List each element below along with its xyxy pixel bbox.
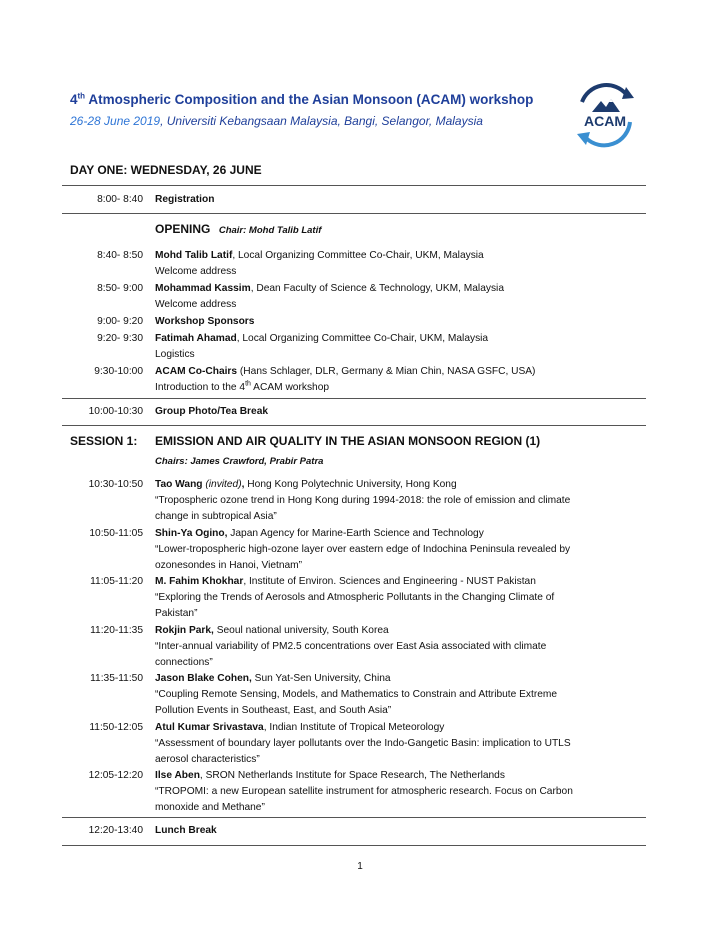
session-chairs: Chairs: James Crawford, Prabir Patra — [155, 456, 324, 467]
day-heading: DAY ONE: WEDNESDAY, 26 JUNE — [70, 163, 262, 177]
invited-tag: (invited) — [202, 479, 242, 490]
talk-title: Pollution Events in Southeast, East, and South Asia” — [155, 705, 392, 717]
workshop-venue: , Universiti Kebangsaan Malaysia, Bangi, Selangor, Malaysia — [160, 114, 483, 128]
page-number: 1 — [357, 861, 363, 872]
logo-text: ACAM — [584, 113, 626, 129]
workshop-dates: 26-28 June 2019 — [70, 114, 161, 128]
row-time: 12:20-13:40 — [88, 825, 143, 836]
row-time: 8:00- 8:40 — [97, 194, 143, 205]
divider — [62, 398, 646, 399]
row-label: Registration — [155, 194, 215, 205]
row-time: 12:05-12:20 — [88, 770, 143, 781]
talk-title: ozonesondes in Hanoi, Vietnam” — [155, 560, 303, 572]
divider — [62, 213, 646, 214]
speaker-affiliation: (Hans Schlager, DLR, Germany & Mian Chin, NASA GSFC, USA) — [237, 366, 536, 377]
row-time: 11:20-11:35 — [90, 625, 143, 636]
session-title: EMISSION AND AIR QUALITY IN THE ASIAN MONSOON REGION (1) — [155, 434, 541, 448]
talk-title: “Coupling Remote Sensing, Models, and Mathematics to Constrain and Attribute Extreme — [155, 689, 558, 701]
row-time: 9:30-10:00 — [94, 366, 143, 377]
talk-description: Logistics — [155, 349, 195, 361]
speaker-affiliation: , Dean Faculty of Science & Technology, UKM, Malaysia — [250, 283, 504, 294]
row-label: Lunch Break — [155, 825, 217, 836]
opening-chair: Chair: Mohd Talib Latif — [218, 225, 322, 236]
speaker-name: Atul Kumar Srivastava — [155, 722, 264, 733]
speaker-affiliation: Hong Kong Polytechnic University, Hong Kong — [244, 479, 457, 490]
talk-title: monoxide and Methane” — [155, 802, 265, 814]
row-time: 10:30-10:50 — [88, 479, 143, 490]
speaker-name: Tao Wang — [155, 479, 203, 490]
talk-title: change in subtropical Asia” — [155, 511, 277, 523]
speaker-affiliation: Sun Yat-Sen University, China — [251, 673, 391, 684]
talk-title: “Assessment of boundary layer pollutants over the Indo-Gangetic Basin: implication to UTLS — [155, 738, 571, 750]
speaker-name: Mohd Talib Latif — [155, 250, 233, 261]
speaker-name: Workshop Sponsors — [155, 316, 255, 327]
speaker-affiliation: , Institute of Environ. Sciences and Engineering - NUST Pakistan — [243, 576, 536, 587]
divider — [62, 185, 646, 186]
speaker-affiliation: Japan Agency for Marine-Earth Science and Technology — [227, 528, 484, 539]
speaker-affiliation: , Local Organizing Committee Co-Chair, UKM, Malaysia — [232, 250, 484, 261]
acam-logo — [570, 82, 640, 148]
row-time: 11:50-12:05 — [89, 722, 143, 733]
row-time: 10:50-11:05 — [89, 528, 143, 539]
speaker-name: M. Fahim Khokhar — [155, 576, 244, 587]
row-time: 10:00-10:30 — [88, 406, 143, 417]
row-time: 8:40- 8:50 — [97, 250, 143, 261]
talk-title: aerosol characteristics” — [155, 754, 260, 766]
row-time: 9:20- 9:30 — [97, 333, 143, 344]
speaker-name: Shin-Ya Ogino, — [155, 528, 228, 539]
speaker-name: Rokjin Park, — [155, 625, 214, 636]
speaker-name: Ilse Aben — [155, 770, 200, 781]
talk-title: “Tropospheric ozone trend in Hong Kong during 1994-2018: the role of emission and climate — [155, 495, 571, 507]
speaker-affiliation: , Local Organizing Committee Co-Chair, UKM, Malaysia — [236, 333, 489, 344]
workshop-date-venue — [70, 114, 483, 128]
speaker-name: Fatimah Ahamad — [155, 333, 237, 344]
speaker-affiliation: Seoul national university, South Korea — [213, 625, 389, 636]
talk-title: Pakistan” — [155, 608, 198, 620]
logo-mountain-snow — [609, 99, 613, 102]
row-label: Group Photo/Tea Break — [155, 406, 269, 417]
divider — [62, 817, 646, 818]
talk-title: “Lower-tropospheric high-ozone layer over eastern edge of Indochina Peninsula revealed by — [155, 544, 571, 556]
row-time: 11:05-11:20 — [90, 576, 143, 587]
row-time: 9:00- 9:20 — [97, 316, 143, 327]
divider — [62, 845, 646, 846]
divider — [62, 425, 646, 426]
talk-title: “Exploring the Trends of Aerosols and Atmospheric Pollutants in the Changing Climate of — [155, 592, 555, 604]
talk-description: Introduction to the 4th ACAM workshop — [155, 380, 330, 394]
speaker-affiliation: , Indian Institute of Tropical Meteorology — [263, 722, 445, 733]
talk-description: Welcome address — [155, 299, 237, 311]
logo-arc-top — [582, 85, 626, 102]
speaker-affiliation: , SRON Netherlands Institute for Space Research, The Netherlands — [199, 770, 505, 781]
talk-title: “Inter-annual variability of PM2.5 concentrations over East Asia associated with climate — [155, 641, 547, 653]
speaker-name: ACAM Co-Chairs — [155, 366, 238, 377]
row-time: 11:35-11:50 — [90, 673, 143, 684]
session-label: SESSION 1: — [70, 434, 138, 448]
speaker-name: Mohammad Kassim — [155, 283, 251, 294]
talk-description: Welcome address — [155, 266, 237, 278]
workshop-title: 4th Atmospheric Composition and the Asian Monsoon (ACAM) workshop — [70, 91, 534, 107]
logo-mountain — [592, 99, 620, 112]
talk-title: “TROPOMI: a new European satellite instrument for atmospheric research. Focus on Carbon — [155, 786, 573, 798]
row-time: 8:50- 9:00 — [97, 283, 143, 294]
opening-title: OPENING — [155, 222, 211, 236]
speaker-name: Jason Blake Cohen, — [155, 673, 252, 684]
talk-title: connections” — [155, 657, 213, 669]
